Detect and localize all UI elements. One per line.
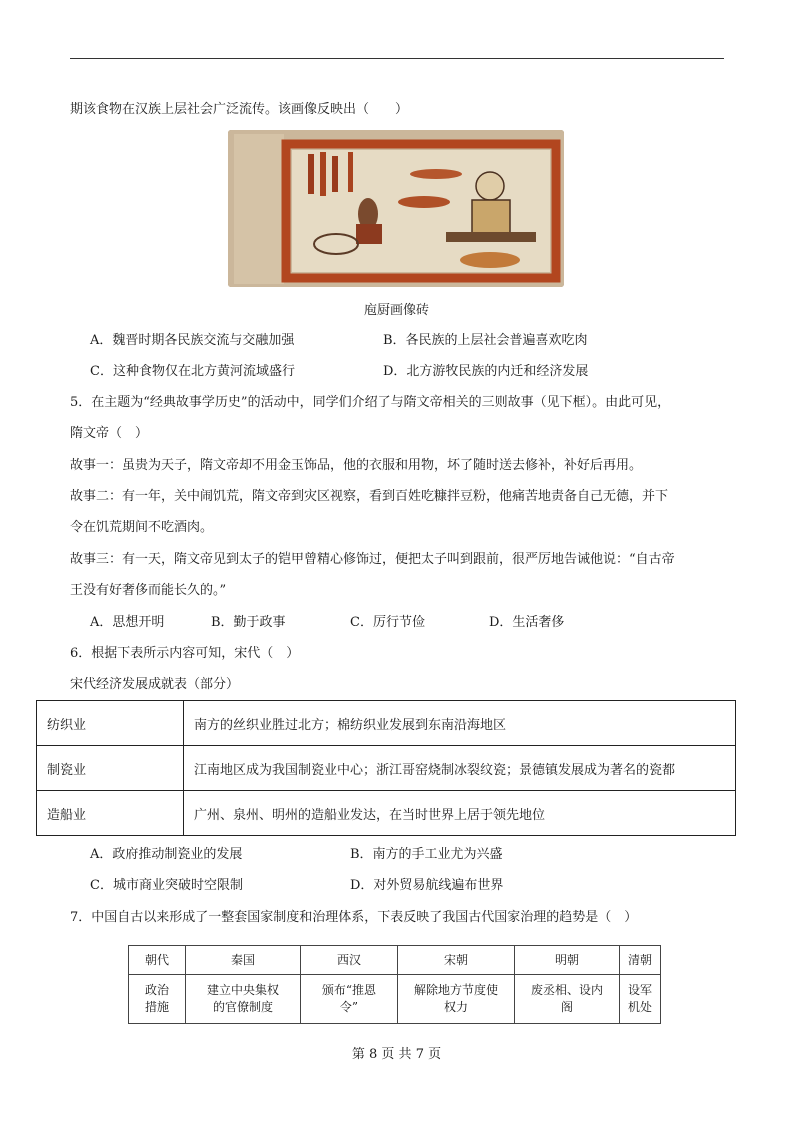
q5-stem-cont: 隋文帝（ ） <box>70 426 149 441</box>
q5-option-d: D．生活奢侈 <box>489 615 565 630</box>
table-cell-achievement: 南方的丝织业胜过北方；棉纺织业发展到东南沿海地区 <box>184 701 736 746</box>
q5-option-b: B．勤于政事 <box>211 615 286 630</box>
q6-option-a: A．政府推动制瓷业的发展 <box>90 847 243 862</box>
table-cell: 解除地方节度使 权力 <box>398 975 515 1024</box>
q4-option-a: A．魏晋时期各民族交流与交融加强 <box>90 333 295 348</box>
q4-stem-tail: 期该食物在汉族上层社会广泛流传。该画像反映出（ ） <box>70 102 409 117</box>
table-header-cell: 秦国 <box>186 946 301 975</box>
table-header-cell: 西汉 <box>301 946 398 975</box>
kitchen-brick-painting <box>228 130 564 287</box>
table-cell: 建立中央集权 的官僚制度 <box>186 975 301 1024</box>
q5-option-a: A．思想开明 <box>90 615 165 630</box>
table-cell-industry: 纺织业 <box>37 701 184 746</box>
dynasty-governance-table <box>128 945 661 1024</box>
page-footer: 第 8 页 共 7 页 <box>351 1047 442 1062</box>
table-cell-industry: 制瓷业 <box>37 746 184 791</box>
table-cell: 颁布“推恩 令” <box>301 975 398 1024</box>
table-cell-label: 政治 措施 <box>129 975 186 1024</box>
table-header-cell: 明朝 <box>515 946 620 975</box>
q6-stem: 6．根据下表所示内容可知，宋代（ ） <box>70 646 300 661</box>
table-row <box>37 791 736 836</box>
table-cell-achievement: 广州、泉州、明州的造船业发达，在当时世界上居于领先地位 <box>184 791 736 836</box>
q5-story-2: 故事二：有一年，关中闹饥荒，隋文帝到灾区视察，看到百姓吃糠拌豆粉，他痛苦地责备自己无德，并下 <box>70 489 669 504</box>
q4-option-c: C．这种食物仅在北方黄河流域盛行 <box>90 364 295 379</box>
q6-table-title: 宋代经济发展成就表（部分） <box>70 677 240 692</box>
table-cell: 设军 机处 <box>620 975 661 1024</box>
image-caption: 庖厨画像砖 <box>364 303 430 318</box>
table-header-row <box>129 946 661 975</box>
q4-option-b: B．各民族的上层社会普遍喜欢吃肉 <box>383 333 588 348</box>
q5-stem: 5．在主题为“经典故事学历史”的活动中，同学们介绍了与隋文帝相关的三则故事（见下框）。由此可见， <box>70 395 671 410</box>
table-header-cell: 宋朝 <box>398 946 515 975</box>
q5-story-2-cont: 令在饥荒期间不吃酒肉。 <box>70 520 214 535</box>
table-cell: 废丞相、设内 阁 <box>515 975 620 1024</box>
q6-option-d: D．对外贸易航线遍布世界 <box>350 878 504 893</box>
q4-option-d: D．北方游牧民族的内迁和经济发展 <box>383 364 589 379</box>
table-row <box>37 746 736 791</box>
q6-option-b: B．南方的手工业尤为兴盛 <box>350 847 503 862</box>
kitchen-brick-illustration <box>228 130 564 287</box>
table-header-cell: 清朝 <box>620 946 661 975</box>
table-row <box>129 975 661 1024</box>
q5-option-c: C．厉行节俭 <box>350 615 425 630</box>
table-cell-industry: 造船业 <box>37 791 184 836</box>
q5-story-1: 故事一：虽贵为天子，隋文帝却不用金玉饰品，他的衣服和用物，坏了随时送去修补，补好后再用。 <box>70 458 643 473</box>
table-cell-achievement: 江南地区成为我国制瓷业中心；浙江哥窑烧制冰裂纹瓷；景德镇发展成为著名的瓷都 <box>184 746 736 791</box>
header-rule <box>70 58 724 59</box>
q6-option-c: C．城市商业突破时空限制 <box>90 878 243 893</box>
table-header-cell: 朝代 <box>129 946 186 975</box>
q5-story-3: 故事三：有一天，隋文帝见到太子的铠甲曾精心修饰过，便把太子叫到跟前，很严厉地告诫他说：“自古帝 <box>70 552 675 567</box>
q5-story-3-cont: 王没有好奢侈而能长久的。” <box>70 583 227 598</box>
q7-stem: 7．中国自古以来形成了一整套国家制度和治理体系，下表反映了我国古代国家治理的趋势是（ ） <box>70 910 638 925</box>
table-row <box>37 701 736 746</box>
song-economy-table <box>36 700 736 836</box>
